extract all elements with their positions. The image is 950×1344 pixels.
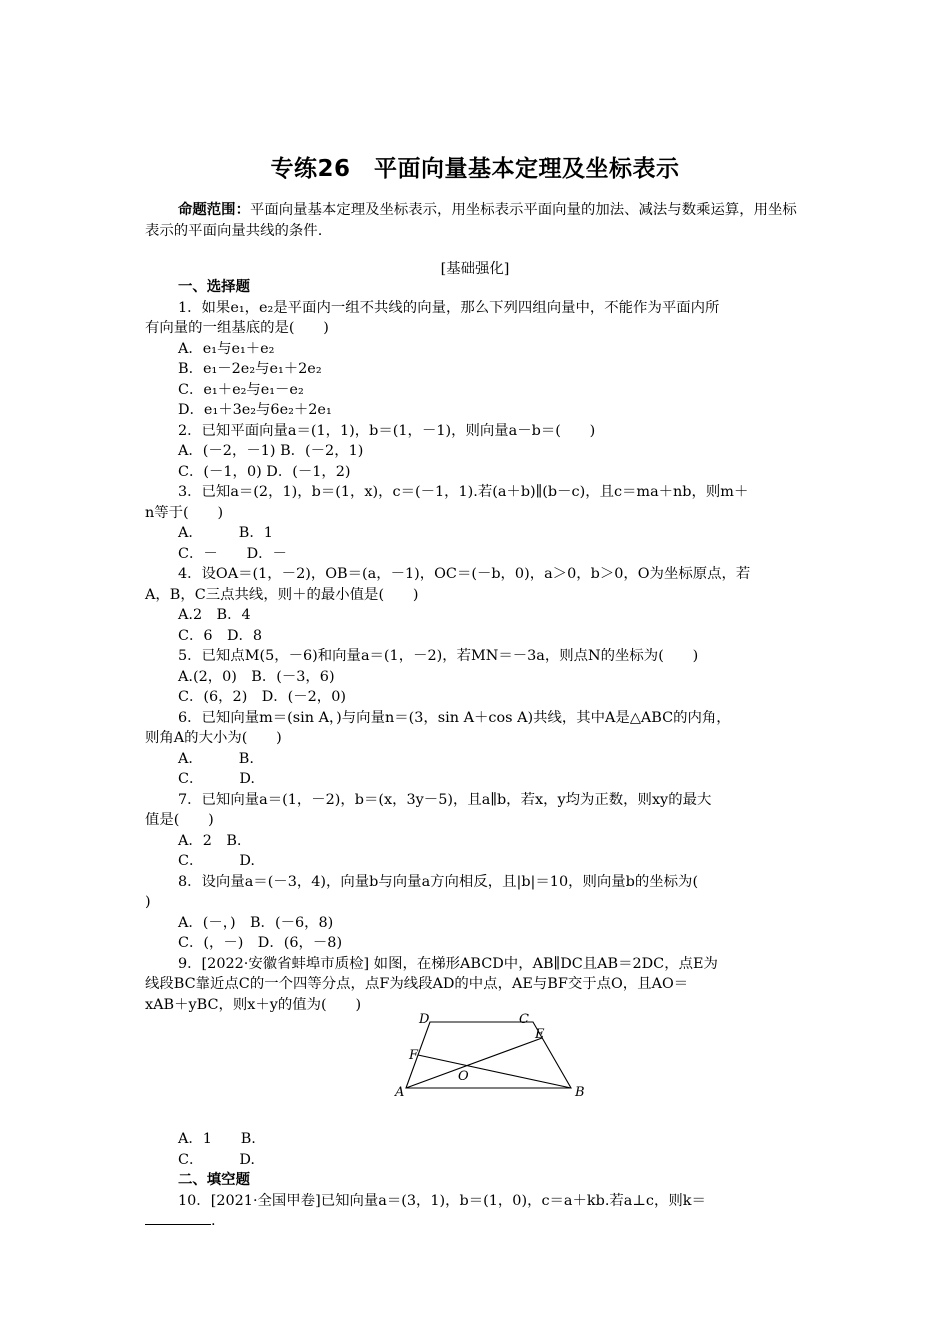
- option-line: A． B．1: [178, 525, 273, 541]
- scope-paragraph: [145, 200, 805, 242]
- label-A: A: [395, 1085, 405, 1100]
- option-line: A．(－，) B．(－6，8): [178, 914, 334, 931]
- question-line: A，B，C三点共线，则＋的最小值是( ): [145, 586, 419, 603]
- option-line: C． D.: [178, 853, 255, 869]
- section-mark: [基础强化]: [440, 261, 510, 277]
- option-line: C．(－1，0) D．(－1，2): [178, 463, 351, 480]
- option-line: A.(2，0) B．(－3，6): [178, 668, 335, 685]
- question-line: 线段BC靠近点C的一个四等分点，点F为线段AD的中点，AE与BF交于点O，且AO＝: [145, 976, 689, 992]
- question-line: ): [145, 894, 151, 910]
- option-line: A． B.: [178, 750, 254, 767]
- trapezoid-figure: [390, 1010, 590, 1102]
- option-line: C．e₁＋e₂与e₁－e₂: [178, 381, 304, 398]
- question-line: 1．如果e₁，e₂是平面内一组不共线的向量，那么下列四组向量中，不能作为平面内所: [178, 299, 720, 316]
- label-D: D: [419, 1012, 430, 1027]
- question-line: 7．已知向量a＝(1，－2)，b＝(x，3y－5)，且a∥b，若x，y均为正数，则xy的最大: [178, 791, 712, 808]
- question-line: 2．已知平面向量a＝(1，1)，b＝(1，－1)，则向量a－b＝( ): [178, 422, 596, 439]
- label-E: E: [535, 1027, 545, 1042]
- question-line: 3．已知a＝(2，1)，b＝(1，x)，c＝(－1，1).若(a＋b)∥(b－c)，且c＝ma＋nb，则m＋: [178, 484, 749, 500]
- option-line: C． D.: [178, 1151, 255, 1168]
- label-O: O: [458, 1069, 469, 1084]
- question-line: 值是( ): [145, 812, 214, 828]
- page-title: 专练26 平面向量基本定理及坐标表示: [270, 156, 680, 182]
- answer-blank-line: .: [145, 1211, 807, 1232]
- question-line: n等于( ): [145, 504, 224, 521]
- segment-AE: [406, 1038, 542, 1088]
- option-line: A．e₁与e₁＋e₂: [178, 340, 275, 357]
- section-heading-fill: 二、填空题: [178, 1172, 250, 1188]
- option-line: B．e₁－2e₂与e₁＋2e₂: [178, 361, 322, 377]
- question-line: 8．设向量a＝(－3，4)，向量b与向量a方向相反，且|b|＝10，则向量b的坐标为(: [178, 873, 699, 890]
- option-line: C．－ D．－: [178, 545, 287, 562]
- option-line: A.2 B．4: [178, 607, 251, 623]
- answer-blank: [145, 1212, 211, 1225]
- option-line: A．(－2，－1) B．(－2，1): [178, 443, 364, 459]
- label-C: C: [519, 1012, 529, 1027]
- label-B: B: [575, 1085, 585, 1100]
- scope-text: 平面向量基本定理及坐标表示，用坐标表示平面向量的加法、减法与数乘运算，用坐标表示的平面向量共线的条件.: [145, 202, 797, 239]
- question-line: 6．已知向量m＝(sin A，)与向量n＝(3，sin A＋cos A)共线，其中A是△ABC的内角，: [178, 709, 731, 726]
- option-line: C．(6，2) D．(－2，0): [178, 689, 346, 705]
- option-line: D．e₁＋3e₂与6e₂＋2e₁: [178, 402, 332, 418]
- trapezoid-diagram: [390, 1010, 590, 1102]
- option-line: A．2 B.: [178, 832, 242, 849]
- question-line: 4．设OA＝(1，－2)，OB＝(a，－1)，OC＝(－b，0)，a＞0，b＞0，O为坐标原点，若: [178, 566, 751, 582]
- question-line: 9．[2022·安徽省蚌埠市质检] 如图，在梯形ABCD中，AB∥DC且AB＝2DC，点E为: [178, 955, 718, 972]
- option-line: A．1 B.: [178, 1131, 256, 1147]
- trapezoid-outline: [406, 1022, 571, 1088]
- option-line: C．6 D．8: [178, 627, 263, 644]
- option-line: C． D.: [178, 771, 255, 787]
- question-line: 5．已知点M(5，－6)和向量a＝(1，－2)，若MN＝－3a，则点N的坐标为( ): [178, 648, 699, 664]
- label-F: F: [409, 1048, 419, 1063]
- section-heading-choice: 一、选择题: [178, 279, 250, 295]
- scope-label: 命题范围：: [178, 202, 250, 218]
- question-line: xAB＋yBC，则x＋y的值为( ): [145, 996, 362, 1013]
- question-line: 有向量的一组基底的是( ): [145, 320, 329, 336]
- option-line: C．(，－) D．(6，－8): [178, 935, 343, 951]
- segment-FB: [418, 1055, 571, 1088]
- question-line: 则角A的大小为( ): [145, 730, 282, 746]
- question-line: 10．[2021·全国甲卷]已知向量a＝(3，1)，b＝(1，0)，c＝a＋kb.若a⊥c，则k＝: [178, 1192, 706, 1209]
